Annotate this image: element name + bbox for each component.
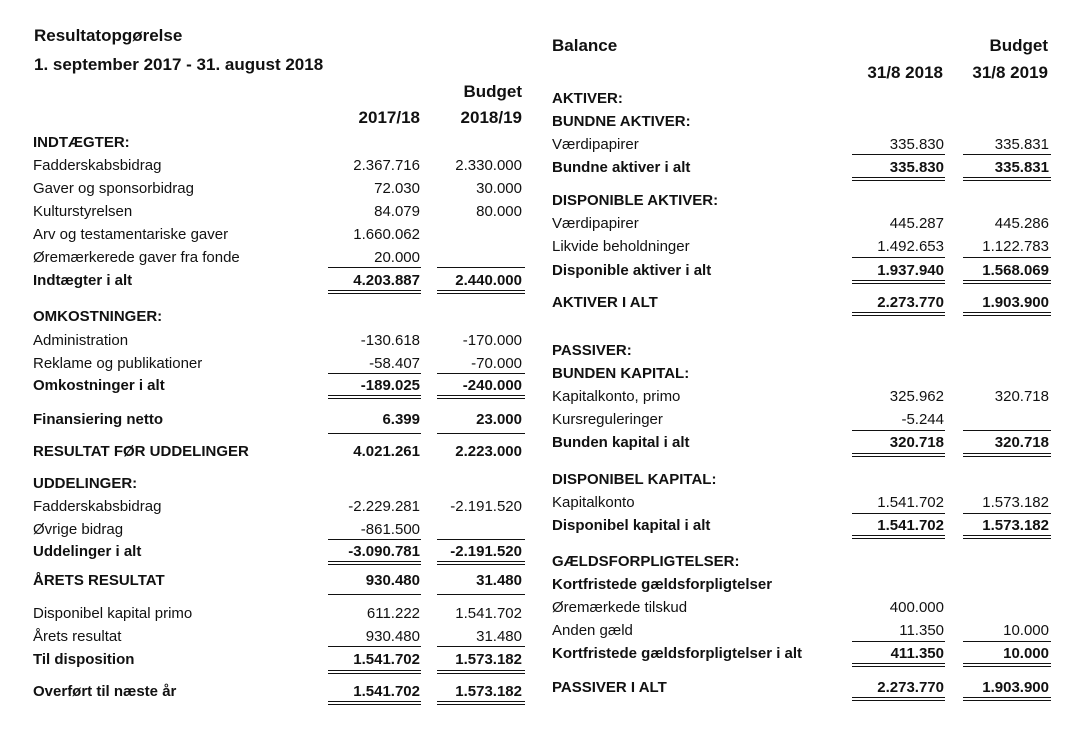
row-budget: 320.718	[994, 388, 1049, 405]
subtotal-rule	[852, 513, 945, 514]
total-grants-actual: -3.090.781	[348, 543, 420, 560]
year-result-budget: 31.480	[476, 572, 522, 589]
subtotal-rule	[963, 257, 1051, 258]
total-rule	[852, 535, 945, 539]
row-actual: 325.962	[889, 388, 944, 405]
avail-capital-total-actual: 1.541.702	[877, 517, 944, 534]
total-grants-label: Uddelinger i alt	[33, 543, 142, 560]
row-actual: 1.541.702	[877, 494, 944, 511]
subtotal-rule	[328, 373, 421, 374]
short-debt-heading: Kortfristede gældsforpligtelser	[552, 576, 773, 593]
subtotal-rule	[963, 513, 1051, 514]
total-costs-label: Omkostninger i alt	[33, 377, 165, 394]
row-actual: 400.000	[889, 599, 944, 616]
total-costs-actual: -189.025	[360, 377, 420, 394]
total-income-label: Indtægter i alt	[33, 272, 133, 289]
row-budget: -2.191.520	[450, 498, 522, 515]
total-grants-budget: -2.191.520	[450, 543, 522, 560]
assets-total-budget: 1.903.900	[982, 294, 1049, 311]
bound-capital-total-budget: 320.718	[994, 434, 1049, 451]
row-label: Kapitalkonto, primo	[552, 388, 681, 405]
row-budget: 10.000	[1003, 622, 1049, 639]
bound-total-budget: 335.831	[994, 159, 1049, 176]
rule	[328, 594, 421, 595]
to-disposal-budget: 1.573.182	[455, 651, 522, 668]
avail-total-budget: 1.568.069	[982, 262, 1049, 279]
total-rule	[328, 701, 421, 705]
income-col-budget: 2018/19	[460, 108, 522, 127]
avail-assets-heading: DISPONIBLE AKTIVER:	[552, 192, 719, 209]
subtotal-rule	[437, 267, 525, 268]
subtotal-rule	[852, 430, 945, 431]
total-rule	[852, 697, 945, 701]
result-before-actual: 4.021.261	[353, 443, 420, 460]
bound-capital-total-label: Bunden kapital i alt	[552, 434, 690, 451]
row-actual: 1.492.653	[877, 238, 944, 255]
avail-capital-heading: DISPONIBEL KAPITAL:	[552, 471, 717, 488]
subtotal-rule	[437, 646, 525, 647]
year-result-actual: 930.480	[365, 572, 420, 589]
subtotal-rule	[852, 641, 945, 642]
row-label: Øremærkerede gaver fra fonde	[33, 249, 240, 266]
financing-budget: 23.000	[476, 411, 522, 428]
rule	[437, 594, 525, 595]
total-rule	[328, 290, 421, 294]
row-budget: 445.286	[994, 215, 1049, 232]
liabilities-heading: PASSIVER:	[552, 342, 632, 359]
short-debt-total-budget: 10.000	[1003, 645, 1049, 662]
section-income: INDTÆGTER:	[33, 134, 130, 151]
income-title: Resultatopgørelse	[34, 26, 183, 45]
total-rule	[437, 395, 525, 399]
row-actual: 445.287	[889, 215, 944, 232]
rule	[437, 433, 525, 434]
total-rule	[963, 177, 1051, 181]
row-budget: 31.480	[476, 628, 522, 645]
row-label: Fadderskabsbidrag	[33, 498, 162, 515]
result-before-budget: 2.223.000	[455, 443, 522, 460]
row-budget: 2.330.000	[455, 157, 522, 174]
carried-actual: 1.541.702	[353, 683, 420, 700]
bound-capital-total-actual: 320.718	[889, 434, 944, 451]
row-label: Kapitalkonto	[552, 494, 635, 511]
balance-col-budget-label: Budget	[989, 36, 1048, 55]
row-label: Likvide beholdninger	[552, 238, 690, 255]
row-budget: 80.000	[476, 203, 522, 220]
subtotal-rule	[328, 646, 421, 647]
total-rule	[328, 670, 421, 674]
total-rule	[437, 670, 525, 674]
financing-actual: 6.399	[382, 411, 420, 428]
subtotal-rule	[963, 641, 1051, 642]
row-actual: 1.660.062	[353, 226, 420, 243]
subtotal-rule	[328, 267, 421, 268]
bound-total-label: Bundne aktiver i alt	[552, 159, 691, 176]
row-label: Kursreguleringer	[552, 411, 663, 428]
total-rule	[963, 453, 1051, 457]
to-disposal-actual: 1.541.702	[353, 651, 420, 668]
year-result-label: ÅRETS RESULTAT	[33, 572, 165, 589]
short-debt-total-actual: 411.350	[890, 645, 944, 662]
row-actual: 11.350	[899, 622, 944, 639]
carried-budget: 1.573.182	[455, 683, 522, 700]
total-income-actual: 4.203.887	[353, 272, 420, 289]
row-actual: -5.244	[901, 411, 944, 428]
financing-label: Finansiering netto	[33, 411, 164, 428]
section-costs: OMKOSTNINGER:	[33, 308, 163, 325]
row-label: Disponibel kapital primo	[33, 605, 193, 622]
row-budget: 1.122.783	[982, 238, 1049, 255]
total-rule	[437, 290, 525, 294]
rule	[328, 433, 421, 434]
row-budget: -70.000	[471, 355, 522, 372]
total-income-budget: 2.440.000	[455, 272, 522, 289]
total-rule	[328, 395, 421, 399]
total-rule	[963, 663, 1051, 667]
carried-label: Overført til næste år	[33, 683, 177, 700]
row-label: Arv og testamentariske gaver	[33, 226, 229, 243]
row-budget: 1.541.702	[455, 605, 522, 622]
subtotal-rule	[963, 430, 1051, 431]
assets-total-actual: 2.273.770	[877, 294, 944, 311]
total-rule	[963, 312, 1051, 316]
row-actual: 84.079	[374, 203, 420, 220]
row-label: Administration	[33, 332, 129, 349]
row-actual: -58.407	[369, 355, 420, 372]
bound-total-actual: 335.830	[889, 159, 944, 176]
avail-total-actual: 1.937.940	[877, 262, 944, 279]
row-actual: -2.229.281	[348, 498, 420, 515]
subtotal-rule	[437, 373, 525, 374]
row-budget: -170.000	[462, 332, 522, 349]
row-actual: 611.222	[366, 605, 420, 622]
subtotal-rule	[437, 539, 525, 540]
total-rule	[963, 697, 1051, 701]
row-actual: -861.500	[360, 521, 420, 538]
result-before-label: RESULTAT FØR UDDELINGER	[33, 443, 249, 460]
total-rule	[963, 280, 1051, 284]
row-actual: 72.030	[374, 180, 420, 197]
subtotal-rule	[328, 539, 421, 540]
total-rule	[852, 663, 945, 667]
row-budget: 30.000	[476, 180, 522, 197]
total-rule	[437, 701, 525, 705]
row-label: Anden gæld	[552, 622, 633, 639]
liabilities-total-budget: 1.903.900	[982, 679, 1049, 696]
total-rule	[852, 177, 945, 181]
total-rule	[852, 453, 945, 457]
row-label: Fadderskabsbidrag	[33, 157, 162, 174]
liabilities-total-actual: 2.273.770	[877, 679, 944, 696]
short-debt-total-label: Kortfristede gældsforpligtelser i alt	[552, 645, 803, 662]
row-label: Øremærkede tilskud	[552, 599, 688, 616]
total-rule	[328, 561, 421, 565]
income-period: 1. september 2017 - 31. august 2018	[34, 55, 324, 74]
debt-heading: GÆLDSFORPLIGTELSER:	[552, 553, 740, 570]
row-label: Øvrige bidrag	[33, 521, 124, 538]
balance-title: Balance	[552, 36, 618, 55]
row-label: Gaver og sponsorbidrag	[33, 180, 194, 197]
avail-capital-total-budget: 1.573.182	[982, 517, 1049, 534]
row-label: Værdipapirer	[552, 136, 639, 153]
total-rule	[963, 535, 1051, 539]
total-costs-budget: -240.000	[462, 377, 522, 394]
to-disposal-label: Til disposition	[33, 651, 135, 668]
balance-col-actual: 31/8 2018	[867, 63, 943, 82]
income-col-actual: 2017/18	[358, 108, 420, 127]
row-budget: 335.831	[994, 136, 1049, 153]
balance-col-budget: 31/8 2019	[972, 63, 1048, 82]
subtotal-rule	[852, 257, 945, 258]
assets-heading: AKTIVER:	[552, 90, 623, 107]
row-actual: -130.618	[360, 332, 420, 349]
row-actual: 20.000	[374, 249, 420, 266]
row-label: Værdipapirer	[552, 215, 639, 232]
total-rule	[852, 280, 945, 284]
income-col-budget-label: Budget	[463, 82, 522, 101]
avail-total-label: Disponible aktiver i alt	[552, 262, 712, 279]
bound-capital-heading: BUNDEN KAPITAL:	[552, 365, 690, 382]
row-actual: 335.830	[889, 136, 944, 153]
row-actual: 2.367.716	[353, 157, 420, 174]
row-label: Kulturstyrelsen	[33, 203, 133, 220]
bound-assets-heading: BUNDNE AKTIVER:	[552, 113, 691, 130]
row-label: Årets resultat	[33, 628, 122, 645]
subtotal-rule	[852, 154, 945, 155]
total-rule	[437, 561, 525, 565]
avail-capital-total-label: Disponibel kapital i alt	[552, 517, 711, 534]
row-budget: 1.573.182	[982, 494, 1049, 511]
row-label: Reklame og publikationer	[33, 355, 203, 372]
total-rule	[852, 312, 945, 316]
liabilities-total-label: PASSIVER I ALT	[552, 679, 667, 696]
subtotal-rule	[963, 154, 1051, 155]
row-actual: 930.480	[365, 628, 420, 645]
assets-total-label: AKTIVER I ALT	[552, 294, 658, 311]
section-grants: UDDELINGER:	[33, 475, 138, 492]
